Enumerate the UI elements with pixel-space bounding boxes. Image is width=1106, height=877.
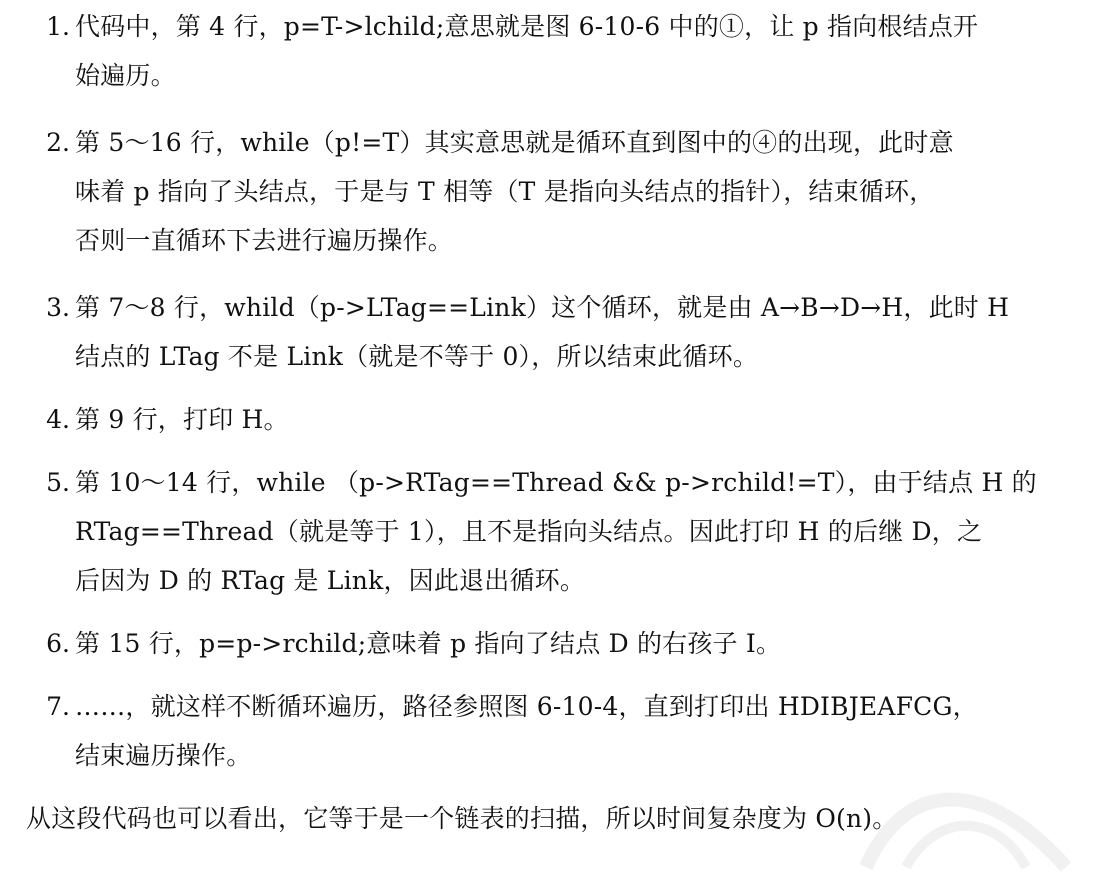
text-line: 第 10～14 行，while （p->RTag==Thread && p->rchild!=T），由于结点 H 的 [75,468,1037,497]
item-text [75,118,1088,265]
list-item-6 [20,619,1088,668]
text-line: ……，就这样不断循环遍历，路径参照图 6-10-4，直到打印出 HDIBJEAFCG， [75,692,978,721]
list-item-1 [20,2,1088,100]
item-text [75,283,1088,381]
summary-paragraph: 从这段代码也可以看出，它等于是一个链表的扫描，所以时间复杂度为 O(n)。 [26,804,898,833]
list-item-4 [20,395,1088,444]
text-line: 结点的 LTag 不是 Link（就是不等于 0），所以结束此循环。 [75,342,759,371]
text-line: 始遍历。 [75,61,176,90]
item-text [75,682,1088,780]
text-line: 否则一直循环下去进行遍历操作。 [75,226,454,255]
item-number: 2. [46,128,70,157]
item-number: 7. [46,692,70,721]
list-item-7 [20,682,1088,780]
item-number: 1. [46,12,70,41]
text-line: 第 9 行，打印 H。 [75,405,289,434]
item-text [75,2,1088,100]
text-line: 味着 p 指向了头结点，于是与 T 相等（T 是指向头结点的指针），结束循环， [75,177,935,206]
list-item-3 [20,283,1088,381]
text-line: 后因为 D 的 RTag 是 Link，因此退出循环。 [75,566,586,595]
item-number: 3. [46,293,70,322]
item-number: 5. [46,468,70,497]
item-text [75,395,1088,444]
list-item-2 [20,118,1088,265]
text-line: 代码中，第 4 行，p=T->lchild;意思就是图 6-10-6 中的①，让 p 指向根结点开 [75,12,979,41]
text-line: RTag==Thread（就是等于 1），且不是指向头结点。因此打印 H 的后继 D，之 [75,517,983,546]
item-number: 4. [46,405,70,434]
text-line: 第 7～8 行，whild（p->LTag==Link）这个循环，就是由 A→B→D→H，此时 H [75,293,1010,322]
item-text [75,458,1088,605]
text-line: 第 15 行，p=p->rchild;意味着 p 指向了结点 D 的右孩子 I。 [75,629,782,658]
item-number: 6. [46,629,70,658]
item-text [75,619,1088,668]
text-line: 结束遍历操作。 [75,741,252,770]
text-line: 第 5～16 行，while（p!=T）其实意思就是循环直到图中的④的出现，此时意 [75,128,954,157]
list-item-5 [20,458,1088,605]
